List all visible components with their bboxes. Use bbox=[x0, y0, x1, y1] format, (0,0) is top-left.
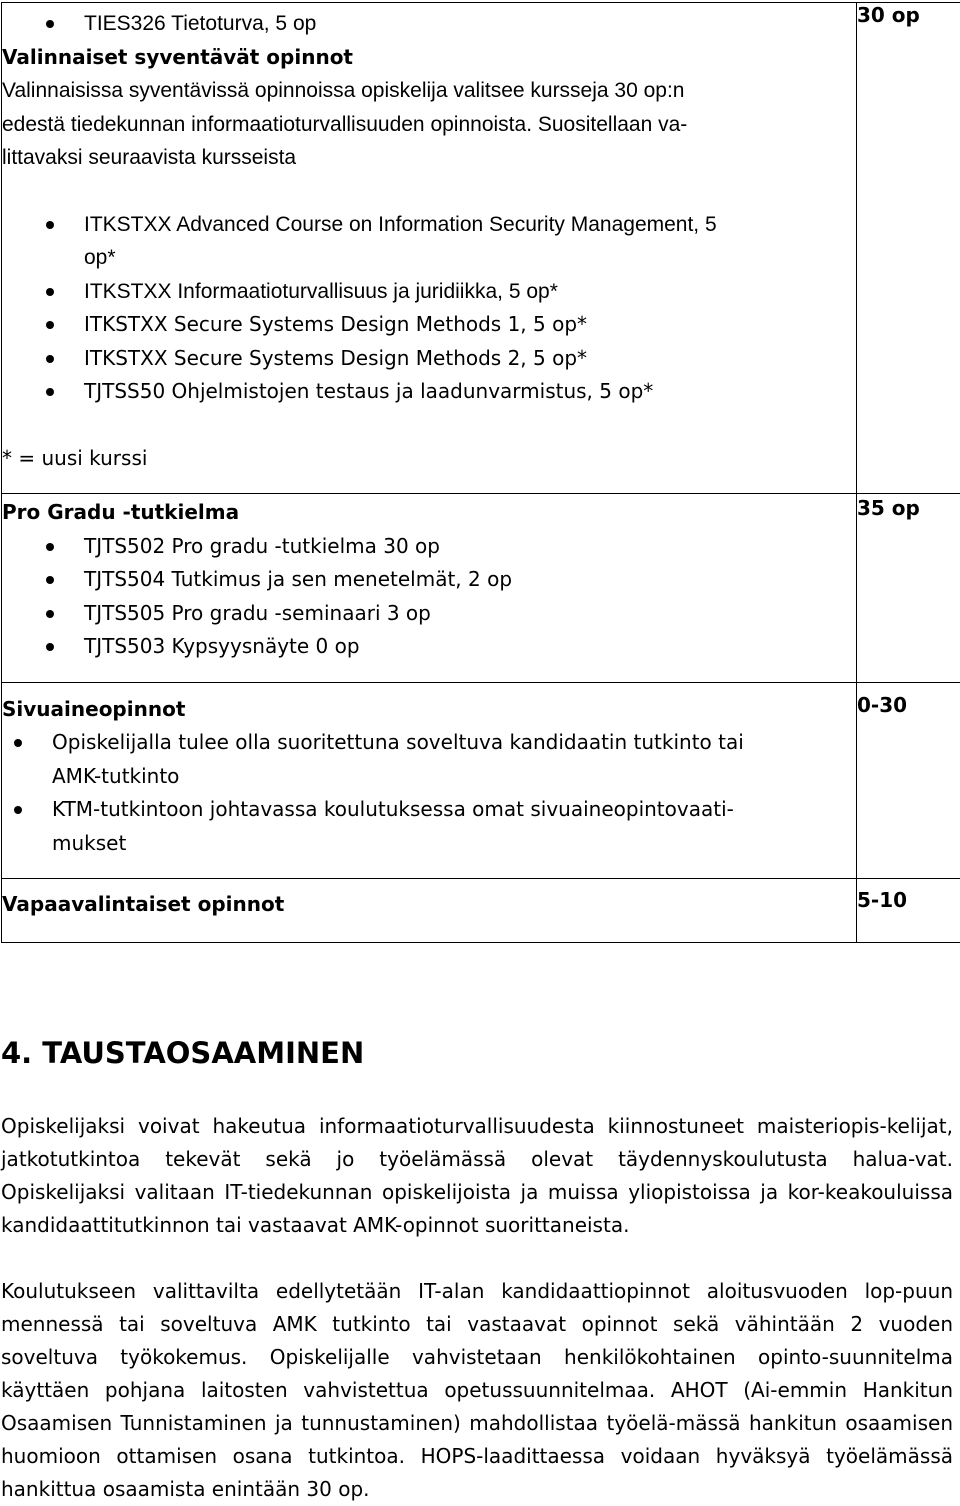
new-course-note: * = uusi kurssi bbox=[2, 442, 856, 476]
vapaa-title: Vapaavalintaiset opinnot bbox=[2, 888, 856, 922]
bullet-icon bbox=[46, 321, 54, 329]
paragraph-2: Koulutukseen valittavilta edellytetään IT-alan kandidaattiopinnot aloitusvuoden lop-puun mennessä tai soveltuva AMK tutkinto tai vastaavat opinnot sekä vähintään 2 vuoden soveltuva työkokemus. Opiskelijalle vahvistetaan henkilökohtainen opinto-suunnitelma käyttäen pohjana laitosten vahvistettua opetussuunnitelmaa. AHOT (Ai-emmin Hankitun Osaamisen Tunnistaminen ja tunnustaminen) mahdollistaa työelä-mässä hankitun osaamisen huomioon ottamisen osana tutkintoa. HOPS-laadittaessa voidaan hyväksyä työelämässä hankittua osaamista enintään 30 op. bbox=[1, 1275, 953, 1506]
list-item bbox=[2, 597, 856, 631]
list-item bbox=[2, 275, 856, 309]
list-item bbox=[2, 308, 856, 342]
sivu-cell bbox=[2, 682, 857, 879]
course-text: ITKSTXX Secure Systems Design Methods 1, 5 op* bbox=[84, 312, 587, 336]
valinnaiset-credits: 30 op bbox=[857, 3, 960, 494]
bullet-icon bbox=[46, 221, 54, 229]
course-text-continuation: op* bbox=[84, 246, 116, 269]
bullet-icon bbox=[14, 806, 22, 814]
gradu-title: Pro Gradu -tutkielma bbox=[2, 496, 856, 530]
course-text: TJTS502 Pro gradu -tutkielma 30 op bbox=[84, 534, 440, 558]
paragraph-1: Opiskelijaksi voivat hakeutua informaatioturvallisuudesta kiinnostuneet maisteriopis-kelijat, jatkotutkintoa tekevät sekä jo työelämässä olevat täydennyskoulutusta halua-vat. Opiskelijaksi valitaan IT-tiedekunnan opiskelijoista ja muissa yliopistoissa ja kor-keakouluissa kandidaattitutkinnon tai vastaavat AMK-opinnot suorittaneista. bbox=[1, 1110, 953, 1242]
list-item bbox=[2, 793, 856, 860]
top-bullet-list bbox=[2, 7, 856, 41]
sivu-list bbox=[2, 726, 856, 860]
valinnaiset-title: Valinnaiset syventävät opinnot bbox=[2, 41, 856, 75]
row-valinnaiset bbox=[2, 3, 960, 494]
vapaa-credits: 5-10 bbox=[857, 879, 960, 943]
gradu-list bbox=[2, 530, 856, 664]
bullet-icon bbox=[46, 643, 54, 651]
valinnaiset-cell bbox=[2, 3, 857, 494]
course-text: ITKSTXX Informaatioturvallisuus ja juridiikka, 5 op* bbox=[84, 280, 558, 303]
valinnaiset-desc-1: Valinnaisissa syventävissä opinnoissa opiskelija valitsee kursseja 30 op:n bbox=[2, 74, 856, 108]
bullet-icon bbox=[46, 20, 54, 28]
list-item bbox=[2, 726, 856, 793]
list-item bbox=[2, 530, 856, 564]
bullet-icon bbox=[46, 388, 54, 396]
course-text: ITKSTXX Advanced Course on Information Security Management, 5 bbox=[84, 213, 717, 236]
list-item bbox=[2, 563, 856, 597]
bullet-icon bbox=[46, 610, 54, 618]
course-text: TJTSS50 Ohjelmistojen testaus ja laadunvarmistus, 5 op* bbox=[84, 379, 653, 403]
bullet-icon bbox=[46, 576, 54, 584]
sivu-credits: 0-30 bbox=[857, 682, 960, 879]
row-sivu bbox=[2, 682, 960, 879]
bullet-icon bbox=[14, 739, 22, 747]
row-gradu bbox=[2, 494, 960, 683]
valinnaiset-course-list bbox=[2, 208, 856, 409]
bullet-icon bbox=[46, 543, 54, 551]
item-line-1: Opiskelijalla tulee olla suoritettuna soveltuva kandidaatin tutkinto tai bbox=[52, 730, 744, 754]
bullet-icon bbox=[46, 355, 54, 363]
course-text: TJTS505 Pro gradu -seminaari 3 op bbox=[84, 601, 431, 625]
gradu-cell bbox=[2, 494, 857, 683]
course-text: ITKSTXX Secure Systems Design Methods 2, 5 op* bbox=[84, 346, 587, 370]
list-item bbox=[2, 375, 856, 409]
list-item bbox=[2, 7, 856, 41]
valinnaiset-desc-3: littavaksi seuraavista kursseista bbox=[2, 141, 856, 175]
list-item bbox=[2, 630, 856, 664]
bullet-icon bbox=[46, 288, 54, 296]
vapaa-cell bbox=[2, 879, 857, 943]
item-line-2: AMK-tutkinto bbox=[52, 764, 179, 788]
list-item bbox=[2, 208, 856, 275]
section-heading: 4. TAUSTAOSAAMINEN bbox=[1, 1036, 364, 1070]
item-line-2: mukset bbox=[52, 831, 126, 855]
gradu-credits: 35 op bbox=[857, 494, 960, 683]
item-line-1: KTM-tutkintoon johtavassa koulutuksessa omat sivuaineopintovaati- bbox=[52, 797, 734, 821]
course-text: TJTS504 Tutkimus ja sen menetelmät, 2 op bbox=[84, 567, 512, 591]
valinnaiset-desc-2: edestä tiedekunnan informaatioturvallisuuden opinnoista. Suositellaan va- bbox=[2, 108, 856, 142]
list-item bbox=[2, 342, 856, 376]
row-vapaa bbox=[2, 879, 960, 943]
course-text: TIES326 Tietoturva, 5 op bbox=[84, 12, 316, 35]
curriculum-table bbox=[1, 2, 960, 943]
sivu-title: Sivuaineopinnot bbox=[2, 693, 856, 727]
course-text: TJTS503 Kypsyysnäyte 0 op bbox=[84, 634, 360, 658]
